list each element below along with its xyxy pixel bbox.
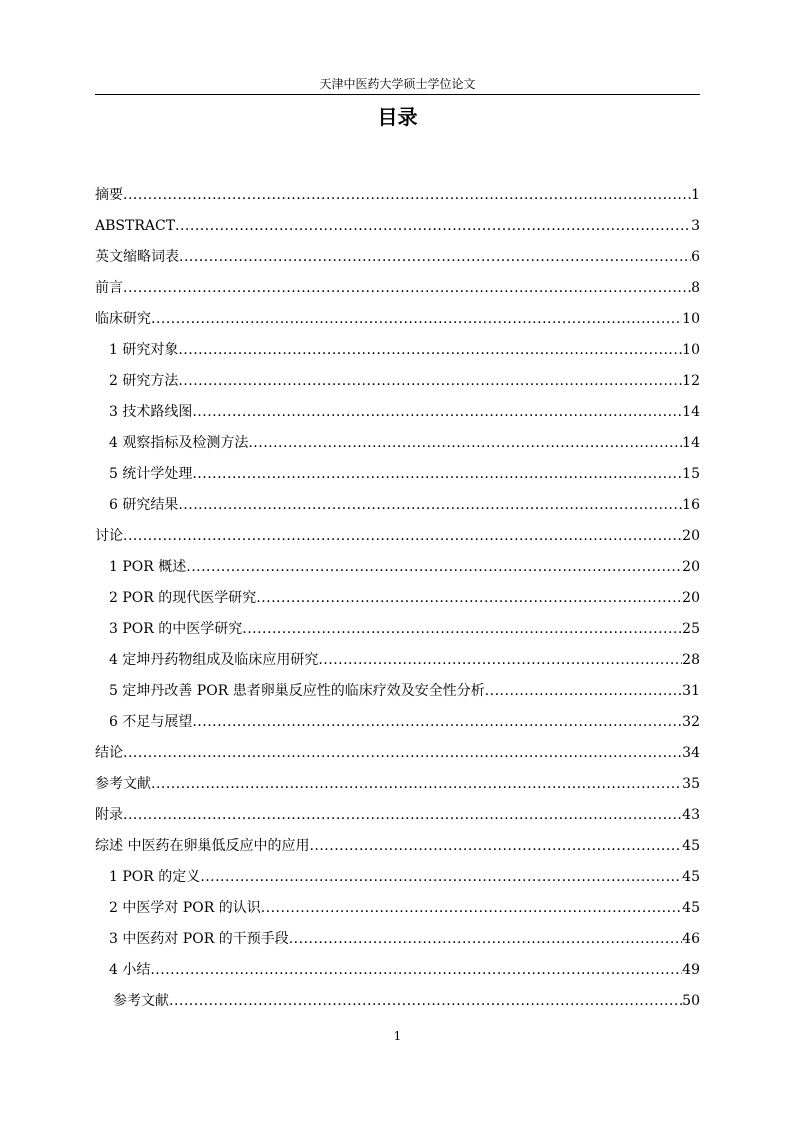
toc-entry-page: 15 (682, 466, 700, 482)
toc-entry-label: 6 不足与展望 (109, 714, 193, 730)
toc-dot-leader (123, 180, 691, 211)
toc-entry-page: 45 (682, 869, 700, 885)
toc-dot-leader (175, 211, 691, 242)
toc-dot-leader (178, 335, 682, 366)
toc-dot-leader (123, 273, 691, 304)
toc-entry[interactable] (95, 862, 700, 893)
toc-dot-leader (169, 986, 682, 1017)
toc-entry-label: 1 POR 概述 (109, 559, 187, 575)
toc-entry-page: 12 (682, 373, 700, 389)
toc-entry[interactable] (95, 738, 700, 769)
toc-entry[interactable] (95, 521, 700, 552)
toc-entry[interactable] (95, 273, 700, 304)
toc-entry-page: 35 (682, 776, 700, 792)
toc-dot-leader (242, 614, 682, 645)
toc-entry-label: 4 定坤丹药物组成及临床应用研究 (109, 652, 319, 668)
toc-entry-label: 3 中医药对 POR 的干预手段 (109, 931, 289, 947)
toc-entry-page: 8 (691, 280, 700, 296)
toc-entry[interactable] (95, 180, 700, 211)
toc-entry-label: 4 观察指标及检测方法 (109, 435, 249, 451)
toc-entry-label: 5 统计学处理 (109, 466, 193, 482)
toc-entry-label: 1 研究对象 (109, 342, 179, 358)
toc-entry-label: 临床研究 (95, 311, 151, 327)
toc-entry-label: 1 POR 的定义 (109, 869, 201, 885)
toc-entry-label: 参考文献 (113, 993, 169, 1009)
toc-entry-label: 3 POR 的中医学研究 (109, 621, 243, 637)
toc-entry[interactable] (95, 335, 700, 366)
toc-entry-page: 43 (682, 807, 700, 823)
toc-entry-page: 6 (691, 249, 700, 265)
toc-entry[interactable] (95, 397, 700, 428)
toc-dot-leader (123, 738, 682, 769)
toc-entry-label: 附录 (95, 807, 123, 823)
toc-entry-page: 20 (682, 559, 700, 575)
toc-entry[interactable] (95, 552, 700, 583)
toc-dot-leader (261, 893, 682, 924)
toc-entry[interactable] (95, 986, 700, 1017)
toc-entry-page: 10 (682, 311, 700, 327)
toc-entry-label: 参考文献 (95, 776, 151, 792)
toc-dot-leader (192, 707, 682, 738)
toc-dot-leader (151, 769, 682, 800)
toc-entry[interactable] (95, 366, 700, 397)
toc-dot-leader (485, 676, 682, 707)
toc-entry-label: 3 技术路线图 (109, 404, 193, 420)
toc-dot-leader (192, 397, 682, 428)
toc-dot-leader (256, 583, 682, 614)
toc-dot-leader (179, 242, 691, 273)
toc-entry-label: ABSTRACT (95, 218, 176, 234)
page-title: 目录 (377, 105, 418, 129)
toc-entry[interactable] (95, 428, 700, 459)
toc-dot-leader (192, 459, 682, 490)
toc-entry-page: 3 (691, 218, 700, 234)
toc-entry[interactable] (95, 304, 700, 335)
toc-entry-page: 20 (682, 528, 700, 544)
toc-entry-page: 25 (682, 621, 700, 637)
toc-entry-page: 16 (682, 497, 700, 513)
toc-entry-label: 英文缩略词表 (95, 249, 179, 265)
toc-entry-page: 45 (682, 838, 700, 854)
toc-entry-label: 结论 (95, 745, 123, 761)
toc-entry-label: 6 研究结果 (109, 497, 179, 513)
toc-entry[interactable] (95, 614, 700, 645)
toc-entry-page: 50 (682, 993, 700, 1009)
toc-dot-leader (200, 862, 682, 893)
toc-entry-page: 34 (682, 745, 700, 761)
toc-entry[interactable] (95, 769, 700, 800)
table-of-contents (95, 180, 700, 1017)
toc-entry[interactable] (95, 955, 700, 986)
toc-entry-label: 前言 (95, 280, 123, 296)
toc-entry-page: 46 (682, 931, 700, 947)
toc-dot-leader (186, 552, 682, 583)
toc-entry[interactable] (95, 800, 700, 831)
toc-dot-leader (150, 955, 682, 986)
toc-dot-leader (178, 490, 682, 521)
toc-entry[interactable] (95, 211, 700, 242)
toc-dot-leader (151, 304, 682, 335)
toc-entry-page: 14 (682, 404, 700, 420)
toc-entry-label: 2 中医学对 POR 的认识 (109, 900, 261, 916)
toc-entry-page: 1 (691, 187, 700, 203)
toc-entry-label: 2 POR 的现代医学研究 (109, 590, 257, 606)
header-rule (95, 94, 700, 95)
toc-entry[interactable] (95, 583, 700, 614)
toc-dot-leader (123, 800, 682, 831)
toc-dot-leader (178, 366, 682, 397)
toc-entry-page: 45 (682, 900, 700, 916)
toc-entry[interactable] (95, 242, 700, 273)
toc-entry[interactable] (95, 645, 700, 676)
toc-entry[interactable] (95, 676, 700, 707)
toc-entry-label: 综述 中医药在卵巢低反应中的应用 (95, 838, 310, 854)
toc-entry-label: 摘要 (95, 187, 123, 203)
toc-entry-page: 28 (682, 652, 700, 668)
toc-entry-label: 4 小结 (109, 962, 151, 978)
page-number: 1 (393, 1029, 402, 1043)
toc-entry-page: 31 (682, 683, 700, 699)
toc-entry-page: 49 (682, 962, 700, 978)
toc-entry-page: 32 (682, 714, 700, 730)
toc-dot-leader (309, 831, 682, 862)
toc-entry-page: 10 (682, 342, 700, 358)
toc-entry[interactable] (95, 924, 700, 955)
toc-entry-label: 讨论 (95, 528, 123, 544)
toc-dot-leader (318, 645, 682, 676)
toc-dot-leader (123, 521, 682, 552)
toc-entry[interactable] (95, 490, 700, 521)
toc-entry[interactable] (95, 707, 700, 738)
toc-entry[interactable] (95, 459, 700, 490)
toc-dot-leader (289, 924, 682, 955)
toc-entry-page: 20 (682, 590, 700, 606)
toc-entry-page: 14 (682, 435, 700, 451)
toc-entry[interactable] (95, 831, 700, 862)
toc-entry-label: 2 研究方法 (109, 373, 179, 389)
toc-entry[interactable] (95, 893, 700, 924)
toc-entry-label: 5 定坤丹改善 POR 患者卵巢反应性的临床疗效及安全性分析 (109, 683, 485, 699)
toc-dot-leader (248, 428, 682, 459)
running-header: 天津中医药大学硕士学位论文 (319, 77, 476, 91)
